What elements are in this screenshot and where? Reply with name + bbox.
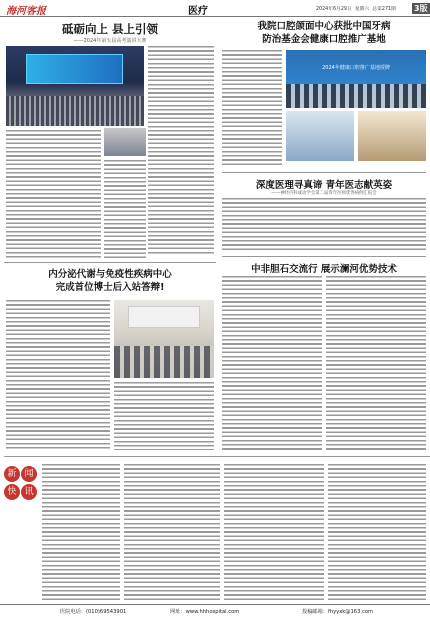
body-text-block — [42, 464, 120, 600]
award-photo-2 — [358, 111, 426, 161]
footer — [0, 604, 430, 618]
masthead — [0, 0, 430, 17]
article-title: 中非胆石交流行 展示澜河优势技术 — [251, 264, 397, 275]
badge-char-3: 快 — [4, 484, 20, 500]
body-text-block — [104, 160, 146, 258]
article-gallstone-exchange — [222, 258, 426, 454]
badge-char-2: 闻 — [21, 466, 37, 482]
title-line-2: 完成首位博士后入站答辩! — [55, 282, 165, 293]
news-briefs-badge — [4, 466, 38, 510]
award-photo-1 — [286, 111, 354, 161]
title-line-2: 防治基金会健康口腔推广基地 — [262, 34, 386, 45]
title-line-1: 内分泌代谢与免疫性疾病中心 — [48, 269, 172, 280]
footer-phone-label: 医院电话： — [60, 609, 86, 615]
body-text-column — [148, 46, 214, 254]
article-neurology-cases — [222, 174, 426, 254]
body-text-block — [222, 198, 426, 252]
body-text-block — [326, 276, 426, 452]
article-subtitle: ——神经内科或动学会第二届青年医师优秀病例汇报会 — [271, 191, 377, 196]
body-text-block — [124, 464, 220, 600]
article-education-speech — [4, 18, 216, 260]
article-endocrine-center — [4, 264, 216, 454]
footer-phone — [60, 608, 126, 615]
page-number: 3版 — [414, 4, 428, 13]
article-title: 砥砺向上 县上引领 — [61, 22, 158, 36]
speaker-photo — [104, 128, 146, 156]
article-title — [222, 20, 426, 46]
ceremony-photo — [286, 50, 426, 108]
conference-photo — [6, 46, 144, 126]
body-text-block — [328, 464, 426, 600]
footer-site — [170, 608, 239, 615]
body-text-block — [222, 50, 282, 166]
footer-email — [302, 608, 373, 615]
body-text-block — [6, 130, 101, 258]
body-text-block — [114, 382, 214, 450]
news-briefs — [4, 460, 428, 602]
defense-meeting-photo — [114, 300, 214, 378]
photo-banner-text: 2024年健康口腔推广基地授牌 — [322, 65, 390, 71]
section-label: 医疗 — [188, 6, 208, 17]
body-text-block — [222, 276, 322, 452]
badge-char-4: 讯 — [21, 484, 37, 500]
article-title — [4, 268, 216, 294]
footer-email-value[interactable]: fhyyxk@163.com — [327, 609, 374, 615]
body-text-block — [6, 300, 110, 450]
issue-date: 2024年6月29日 — [316, 7, 352, 12]
footer-phone-value: (010)69543901 — [85, 609, 127, 615]
issue-number: 总第271期 — [372, 7, 396, 12]
body-text-block — [224, 464, 324, 600]
title-line-1: 我院口腔颌面中心获批中国牙病 — [257, 21, 391, 32]
article-dental-base — [222, 18, 426, 168]
footer-site-value[interactable]: www.hhhospital.com — [185, 609, 240, 615]
article-title: 深度医理寻真谛 青年医志献英姿 — [255, 180, 393, 191]
badge-char-1: 新 — [4, 466, 20, 482]
newspaper-logo: 海河客报 — [6, 6, 46, 17]
article-subtitle: ——2024年第五届高考演讲大赛 — [73, 38, 147, 44]
issue-weekday: 星期六 — [354, 7, 370, 12]
footer-email-label: 投稿邮箱： — [302, 609, 328, 615]
footer-site-label: 网址： — [170, 609, 186, 615]
issue-info — [316, 5, 396, 12]
